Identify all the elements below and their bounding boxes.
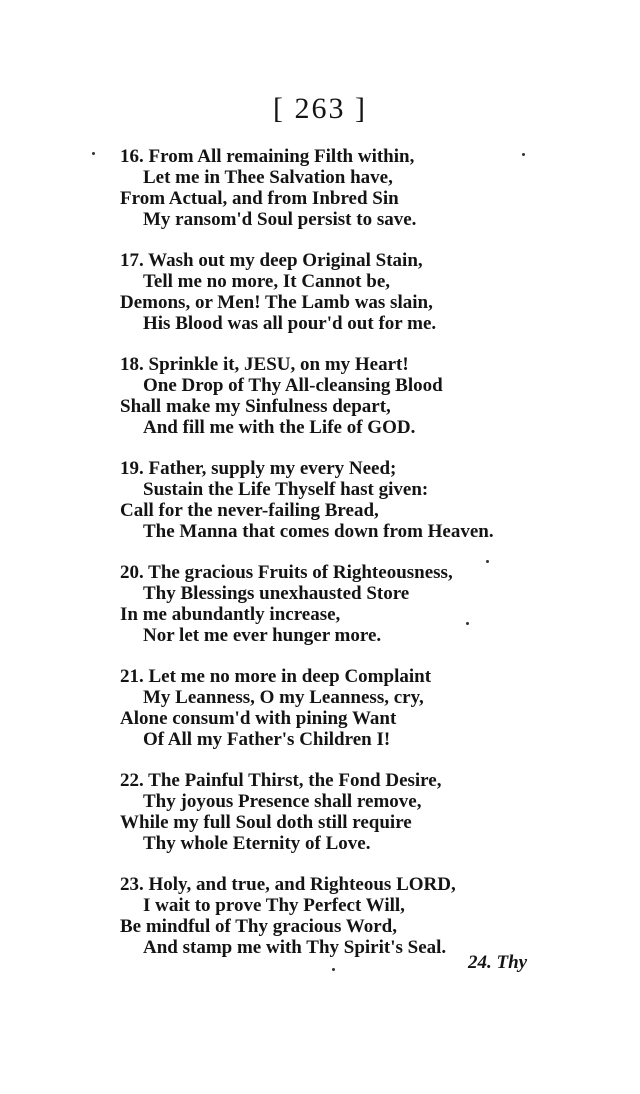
stanza-17 (0, 250, 640, 354)
stanza-line: Thy joyous Presence shall remove, (143, 791, 422, 812)
stanza-line: One Drop of Thy All-cleansing Blood (143, 375, 443, 396)
stanza-20 (0, 562, 640, 666)
stanza-line: Thy Blessings unexhausted Store (143, 583, 410, 604)
stanza-line: His Blood was all pour'd out for me. (143, 313, 437, 334)
page-number: [ 263 ] (273, 92, 367, 125)
stanza-line: 20. The gracious Fruits of Righteousness, (120, 562, 453, 583)
stanza-line: Nor let me ever hunger more. (143, 625, 382, 646)
stanza-line: In me abundantly increase, (120, 604, 341, 625)
stanza-line: Of All my Father's Children I! (143, 729, 391, 750)
stanza-line: 23. Holy, and true, and Righteous LORD, (120, 874, 456, 895)
stanza-19 (0, 458, 640, 562)
hymn-text (0, 146, 640, 978)
stanza-line: My Leanness, O my Leanness, cry, (143, 687, 424, 708)
stanza-21 (0, 666, 640, 770)
stanza-22 (0, 770, 640, 874)
stanza-line: 18. Sprinkle it, JESU, on my Heart! (120, 354, 409, 375)
stanza-line: Tell me no more, It Cannot be, (143, 271, 390, 292)
ink-speck (92, 152, 95, 155)
stanza-line: And fill me with the Life of GOD. (143, 417, 416, 438)
stanza-line: Thy whole Eternity of Love. (143, 833, 371, 854)
stanza-line: And stamp me with Thy Spirit's Seal. (143, 937, 447, 958)
stanza-line: Shall make my Sinfulness depart, (120, 396, 391, 417)
stanza-line: The Manna that comes down from Heaven. (143, 521, 494, 542)
stanza-18 (0, 354, 640, 458)
stanza-line: Call for the never-failing Bread, (120, 500, 379, 521)
stanza-line: 19. Father, supply my every Need; (120, 458, 397, 479)
stanza-line: Be mindful of Thy gracious Word, (120, 916, 397, 937)
stanza-16 (0, 146, 640, 250)
stanza-line: My ransom'd Soul persist to save. (143, 209, 417, 230)
stanza-line: Demons, or Men! The Lamb was slain, (120, 292, 433, 313)
stanza-line: While my full Soul doth still require (120, 812, 412, 833)
ink-speck (332, 968, 335, 971)
stanza-line: Alone consum'd with pining Want (120, 708, 397, 729)
stanza-23 (0, 874, 640, 978)
stanza-line: 16. From All remaining Filth within, (120, 146, 415, 167)
stanza-line: Let me in Thee Salvation have, (143, 167, 393, 188)
stanza-line: I wait to prove Thy Perfect Will, (143, 895, 405, 916)
stanza-line: From Actual, and from Inbred Sin (120, 188, 399, 209)
stanza-line: Sustain the Life Thyself hast given: (143, 479, 429, 500)
ink-speck (486, 560, 489, 563)
stanza-line: 22. The Painful Thirst, the Fond Desire, (120, 770, 442, 791)
ink-speck (522, 153, 525, 156)
stanza-line: 21. Let me no more in deep Complaint (120, 666, 432, 687)
catchword: 24. Thy (468, 952, 528, 973)
ink-speck (466, 622, 469, 625)
stanza-line: 17. Wash out my deep Original Stain, (120, 250, 423, 271)
